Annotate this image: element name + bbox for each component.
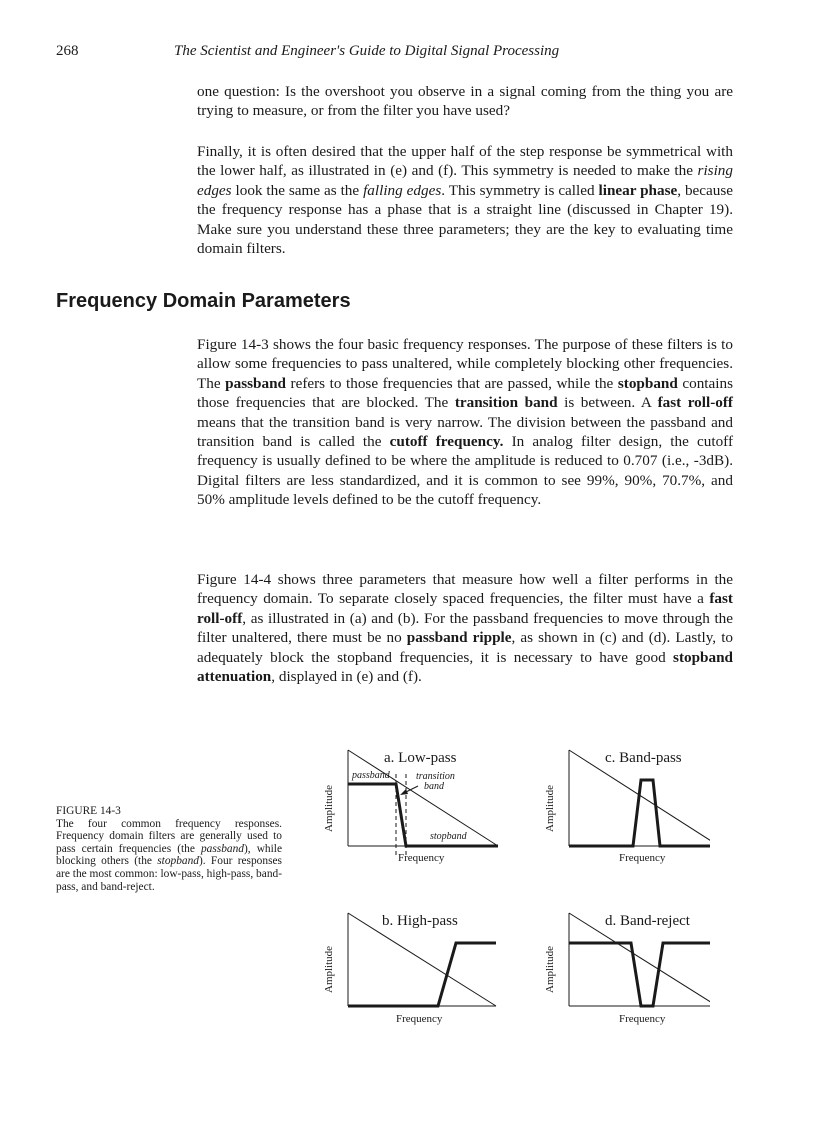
caption-s1: The four common frequency responses. Frequency domain filters are generally used to pass certain frequencies (the <box>56 817 282 855</box>
para2-falling-edges: falling edges <box>363 181 442 199</box>
para4-stopband-attenuation: stopband attenuation <box>197 648 733 686</box>
para4-s4: , displayed in (e) and (f). <box>271 668 422 686</box>
panel-title-low-pass: a. Low-pass <box>384 750 457 766</box>
response-curve <box>348 784 498 846</box>
x-axis-label: Frequency <box>619 1013 666 1025</box>
para4-fast-roll-off: fast roll-off <box>197 590 733 627</box>
y-axis-label: Amplitude <box>323 945 335 993</box>
paragraph-basic-responses <box>197 335 733 510</box>
paragraph-linear-phase <box>197 142 733 258</box>
figure-caption <box>56 805 282 893</box>
para2-s3: . This symmetry is called <box>441 181 599 199</box>
y-axis-label: Amplitude <box>323 784 335 832</box>
running-header: The Scientist and Engineer's Guide to Digital Signal Processing <box>174 43 560 59</box>
panel-title-band-reject: d. Band-reject <box>605 913 690 929</box>
annotation-passband: passband <box>352 770 390 781</box>
para3-stopband: stopband <box>617 374 678 392</box>
para3-cutoff-frequency: cutoff frequency. <box>389 433 504 451</box>
panel-title-band-pass: c. Band-pass <box>605 750 682 766</box>
para2-rising-edges: rising edges <box>197 162 733 199</box>
panel-title-high-pass: b. High-pass <box>382 913 458 929</box>
para3-s4: is between. A <box>557 394 658 412</box>
caption-passband: passband <box>200 842 245 855</box>
panel-band-reject <box>544 913 710 1025</box>
caption-s3: ). Four responses are the most common: low-pass, high-pass, band-pass, and band-reject. <box>56 855 282 893</box>
section-heading: Frequency Domain Parameters <box>56 290 351 312</box>
para3-s5: means that the transition band is very narrow. The division between the passband and transition band is called the <box>197 413 733 451</box>
para4-s1: Figure 14-4 shows three parameters that measure how well a filter performs in the frequency domain. To separate closely spaced frequencies, the filter must have a <box>197 571 733 608</box>
paragraph-overshoot <box>197 82 733 121</box>
para3-s3: contains those frequencies that are blocked. The <box>197 374 733 412</box>
para4-s3: , as shown in (c) and (d). Lastly, to adequately block the stopband frequencies, it is necessary to have good <box>197 629 734 666</box>
panel-low-pass <box>323 750 498 864</box>
response-curve <box>569 780 710 846</box>
para2-s2: look the same as the <box>231 181 364 199</box>
para2-s4: , because the frequency response has a phase that is a straight line (discussed in Chapter 19). Make sure you understand these three parameters; they are the key to evaluating time domain filters. <box>197 181 734 258</box>
y-axis-label: Amplitude <box>544 784 556 832</box>
para3-s6: In analog filter design, the cutoff frequency is usually defined to be where the amplitude is reduced to 0.707 (i.e., -3dB). Digital filters are less standardized, and it is common to see 99%, 90%, 70.7%, and 50% amplitude levels defined to be the cutoff frequency. <box>197 433 734 509</box>
x-axis-label: Frequency <box>619 852 666 864</box>
frequency-response-figure <box>310 740 710 1040</box>
para3-transition-band: transition band <box>454 394 558 412</box>
para2-linear-phase: linear phase <box>598 181 678 199</box>
panel-band-pass <box>544 750 710 864</box>
para3-s1: Figure 14-3 shows the four basic frequency responses. The purpose of these filters is to allow some frequencies to pass unaltered, while completely blocking other frequencies. The <box>197 336 733 392</box>
para3-fast-roll-off: fast roll-off <box>657 394 733 412</box>
caption-stopband: stopband <box>157 855 199 868</box>
response-curve <box>348 943 496 1006</box>
para1-text: one question: Is the overshoot you observe in a signal coming from the thing you are trying to measure, or from the filter you have used? <box>197 83 733 120</box>
para4-passband-ripple: passband ripple <box>406 629 512 647</box>
para3-s2: refers to those frequencies that are passed, while the <box>285 374 618 392</box>
caption-s2: ), while blocking others (the <box>56 842 283 868</box>
page-number: 268 <box>56 43 79 59</box>
paragraph-figure-14-4 <box>197 570 733 686</box>
panel-high-pass <box>323 913 496 1025</box>
x-axis-label: Frequency <box>398 852 445 864</box>
transition-arrowhead <box>400 789 408 795</box>
x-axis-label: Frequency <box>396 1013 443 1025</box>
para2-s1: Finally, it is often desired that the upper half of the step response be symmetrical with the lower half, as illustrated in (e) and (f). This symmetry is needed to make the <box>197 143 733 180</box>
y-axis-label: Amplitude <box>544 945 556 993</box>
response-curve <box>569 943 710 1006</box>
para3-passband: passband <box>225 374 286 392</box>
para4-s2: , as illustrated in (a) and (b). For the passband frequencies to move through the filter unaltered, there must be no <box>197 609 733 647</box>
caption-label: FIGURE 14-3 <box>56 805 121 817</box>
annotation-stopband: stopband <box>430 831 467 842</box>
annotation-transition: transition <box>416 771 455 782</box>
annotation-band: band <box>424 781 444 792</box>
